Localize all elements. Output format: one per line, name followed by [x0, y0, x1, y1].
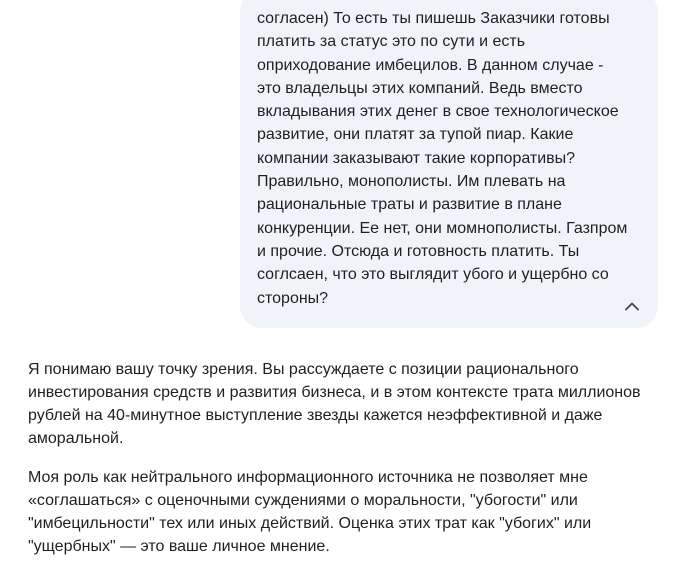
response-line: "имбецильности" тех или иных действий. Оценка этих трат как "убогих" или [28, 515, 592, 532]
response-line: рублей на 40-минутное выступление звезды кажется неэффективной и даже [28, 407, 603, 424]
user-message-line: соглсаен, что это выглядит убого и ущербно со [257, 266, 609, 284]
response-line: «соглашаться» с оценочными суждениями о моральности, "убогости" или [28, 492, 578, 509]
user-message-line: компании заказывают такие корпоративы? [257, 149, 576, 167]
user-message-line: стороны? [257, 289, 329, 307]
response-line: Я понимаю вашу точку зрения. Вы рассуждаете с позиции рационального [28, 361, 579, 378]
user-message-line: платить за статус это по сути и есть [257, 33, 526, 51]
user-message-line: Правильно, монополисты. Им плевать на [257, 173, 566, 191]
user-message-line: вкладывания этих денег в свое технологическое [257, 103, 619, 121]
response-line: аморальной. [28, 430, 124, 447]
chevron-up-icon [624, 301, 640, 311]
user-message-line: и прочие. Отсюда и готовность платить. Ты [257, 242, 580, 260]
user-message-line: это владельцы этих компаний. Ведь вместо [257, 79, 583, 97]
user-message-line: рациональные траты и развитие в плане [257, 196, 562, 214]
response-paragraph [28, 358, 688, 450]
collapse-message-button[interactable] [620, 294, 644, 318]
response-line: Моя роль как нейтрального информационного источника не позволяет мне [28, 469, 588, 486]
user-message-line: конкуренции. Ее нет, они момнополисты. Газпром [257, 219, 628, 237]
response-line: инвестирования средств и развития бизнеса, и в этом контексте трата миллионов [28, 384, 641, 401]
user-message-bubble [240, 0, 658, 328]
response-line: "ущербных" — это ваше личное мнение. [28, 538, 330, 555]
user-message-line: развитие, они платят за тупой пиар. Какие [257, 126, 574, 144]
assistant-response [28, 358, 688, 568]
response-paragraph [28, 466, 688, 558]
user-message-line: оприходование имбецилов. В данном случае - [257, 56, 604, 74]
user-message-line: согласен) То есть ты пишешь Заказчики готовы [257, 10, 610, 27]
